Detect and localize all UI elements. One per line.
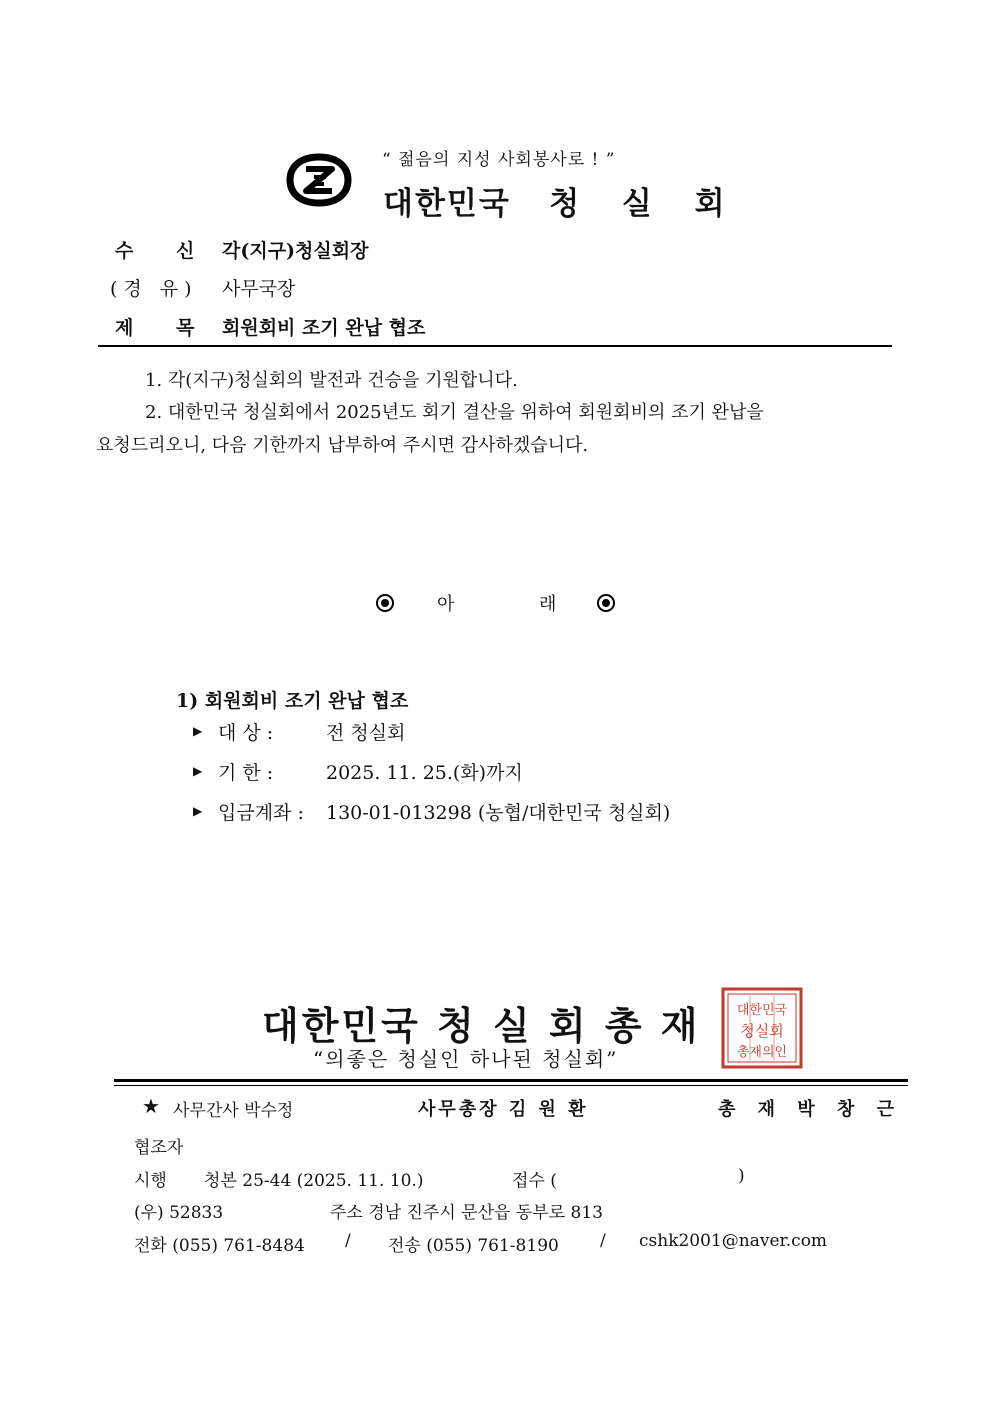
separator: /: [600, 1231, 606, 1251]
seal-text-3: 총재의인: [736, 1045, 788, 1060]
triangle-bullet-icon: ▶: [193, 764, 203, 778]
clerk: 사무간사 박수정: [173, 1101, 294, 1121]
address: 주소 경남 진주시 문산읍 동부로 813: [330, 1203, 603, 1223]
issue-value: 청본 25-44 (2025. 11. 10.): [204, 1171, 424, 1191]
org-title-main: 대한민국: [383, 186, 511, 222]
postal-code: (우) 52833: [134, 1203, 224, 1223]
target-label: 대 상 :: [218, 722, 274, 744]
footer-divider-thin: [114, 1085, 908, 1086]
email: cshk2001@naver.com: [639, 1231, 828, 1251]
item-heading: 1) 회원회비 조기 완납 협조: [176, 690, 409, 712]
org-title-sub: 청 실 회: [549, 186, 741, 222]
header-divider: [98, 345, 892, 347]
receipt-label: 접수 (: [512, 1171, 557, 1191]
triangle-bullet-icon: ▶: [193, 804, 203, 818]
star-icon: ★: [142, 1094, 160, 1118]
cooperator-label: 협조자: [134, 1138, 184, 1158]
via-label: (경 유): [110, 278, 198, 300]
president: 총 재 박 창 근: [718, 1099, 903, 1120]
bullseye-icon-left: [376, 594, 394, 612]
closing-motto: “의좋은 청실인 하나된 청실회”: [313, 1047, 619, 1071]
seal-text-1: 대한민국: [736, 1003, 788, 1018]
paragraph-2-continued: 요청드리오니, 다음 기한까지 납부하여 주시면 감사하겠습니다.: [96, 435, 589, 456]
paragraph-1: 1. 각(지구)청실회의 발전과 건승을 기원합니다.: [145, 370, 518, 391]
target-value: 전 청실회: [326, 722, 406, 744]
issue-label: 시행: [134, 1171, 167, 1191]
official-seal-icon: [720, 986, 804, 1070]
notice-left: 아: [437, 594, 455, 615]
account-label: 입금계좌 :: [218, 802, 304, 824]
seal-text-2: 청실회: [740, 1022, 784, 1040]
fax: 전송 (055) 761-8190: [388, 1236, 559, 1256]
triangle-bullet-icon: ▶: [193, 724, 203, 738]
via-value: 사무국장: [222, 278, 296, 300]
recipient-value: 각(지구)청실회장: [222, 240, 369, 262]
closing-title: 대한민국 청 실 회 총 재: [262, 1003, 701, 1048]
phone: 전화 (055) 761-8484: [134, 1236, 305, 1256]
notice-right: 래: [539, 594, 557, 615]
paragraph-2: 2. 대한민국 청실회에서 2025년도 회기 결산을 위하여 회원회비의 조기 완납을: [145, 402, 764, 423]
subject-label: 제 목: [115, 317, 213, 339]
separator: /: [345, 1231, 351, 1251]
org-logo-icon: [286, 151, 352, 209]
org-title: [383, 178, 741, 223]
slogan: “ 젊음의 지성 사회봉사로 ! ”: [382, 150, 616, 170]
receipt-close: ): [738, 1166, 745, 1186]
deadline-value: 2025. 11. 25.(화)까지: [326, 762, 523, 784]
secretary-general: 사무총장 김 원 환: [418, 1099, 589, 1120]
deadline-label: 기 한 :: [218, 762, 274, 784]
recipient-label: 수 신: [115, 240, 213, 262]
account-value: 130-01-013298 (농협/대한민국 청실회): [326, 802, 671, 824]
footer-divider-thick: [114, 1079, 908, 1082]
bullseye-icon-right: [597, 594, 615, 612]
subject-value: 회원회비 조기 완납 협조: [222, 317, 426, 339]
